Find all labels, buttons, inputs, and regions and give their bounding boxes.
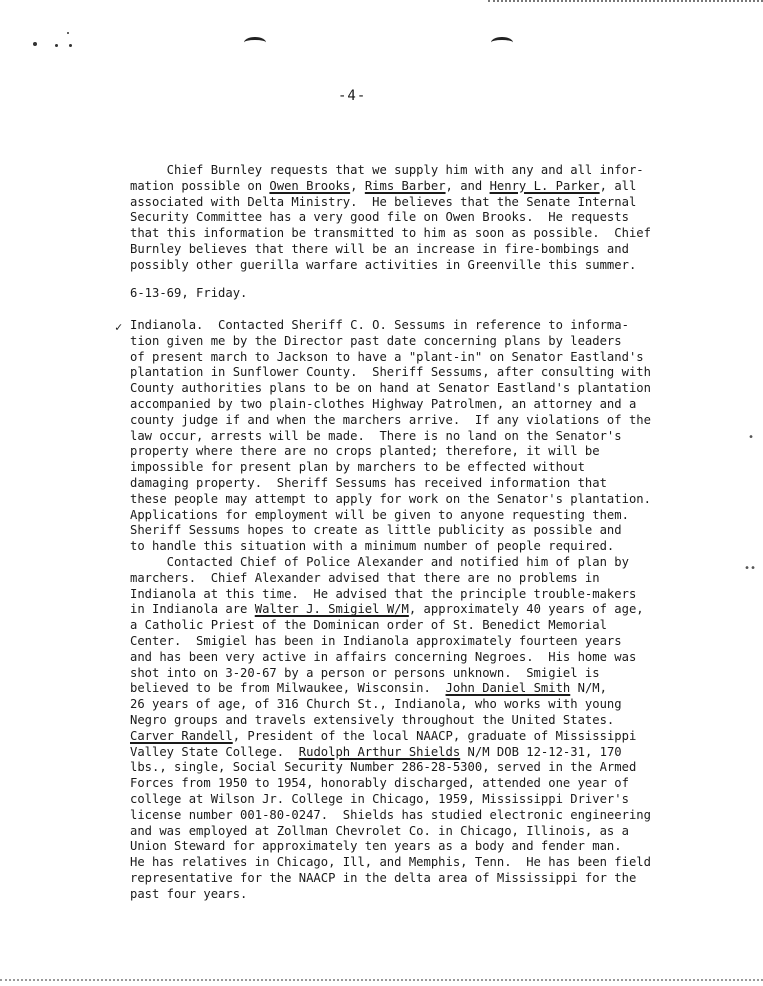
ink-speck: [33, 42, 37, 46]
text-segment: N/M,: [570, 681, 607, 696]
text-segment: Indianola. Contacted Sheriff C. O. Sessums in reference to informa-: [130, 318, 629, 332]
text-line: [130, 318, 670, 334]
text-line: [130, 824, 670, 840]
text-line: [130, 397, 670, 413]
text-segment: , and: [445, 178, 490, 193]
text-segment: , President of the local NAACP, graduate of Mississippi: [232, 728, 637, 743]
text-segment: of present march to Jackson to have a "plant-in" on Senator Eastland's: [130, 349, 644, 364]
text-line: [130, 602, 670, 618]
text-line: [130, 523, 670, 539]
text-line: [130, 760, 670, 776]
text-segment: Applications for employment will be given to anyone requesting them.: [130, 507, 629, 522]
text-line: [130, 634, 670, 650]
text-line: [130, 195, 670, 211]
margin-check-mark: ✓: [115, 320, 123, 334]
text-segment: plantation in Sunflower County. Sheriff Sessums, after consulting with: [130, 365, 651, 380]
text-line: [130, 839, 670, 855]
ink-speck: [67, 32, 69, 34]
text-segment: Forces from 1950 to 1954, honorably discharged, attended one year of: [130, 776, 629, 791]
text-segment: Burnley believes that there will be an increase in fire-bombings and: [130, 241, 629, 256]
text-line: [130, 729, 670, 745]
ink-speck: [55, 44, 58, 47]
text-line: [130, 242, 670, 258]
text-line: [130, 713, 670, 729]
text-line: [130, 539, 670, 555]
underlined-name: Carver Randell: [130, 728, 233, 743]
margin-smudge: ••: [744, 563, 757, 574]
text-segment: tion given me by the Director past date concerning plans by leaders: [130, 333, 622, 348]
text-segment: in Indianola are: [130, 602, 255, 617]
ink-speck: [69, 44, 72, 47]
text-segment: 26 years of age, of 316 Church St., Indianola, who works with young: [130, 697, 622, 712]
text-line: [130, 808, 670, 824]
text-segment: law occur, arrests will be made. There is no land on the Senator's: [130, 428, 622, 443]
text-segment: impossible for present plan by marchers to be effected without: [130, 460, 585, 475]
text-line: [130, 650, 670, 666]
text-segment: and has been very active in affairs concerning Negroes. His home was: [130, 649, 637, 664]
text-line: [130, 587, 670, 603]
text-segment: and was employed at Zollman Chevrolet Co. in Chicago, Illinois, as a: [130, 823, 629, 838]
text-line: [130, 444, 670, 460]
text-line: [130, 745, 670, 761]
text-segment: lbs., single, Social Security Number 286-28-5300, served in the Armed: [130, 760, 637, 775]
text-line: [130, 258, 670, 274]
text-segment: possibly other guerilla warfare activities in Greenville this summer.: [130, 257, 637, 272]
text-segment: Chief Burnley requests that we supply him with any and all infor-: [130, 163, 644, 177]
text-segment: Security Committee has a very good file on Owen Brooks. He requests: [130, 210, 629, 225]
text-segment: representative for the NAACP in the delta area of Mississippi for the: [130, 870, 637, 885]
text-line: [130, 792, 670, 808]
text-segment: Valley State College.: [130, 744, 299, 759]
text-segment: shot into on 3-20-67 by a person or persons unknown. Smigiel is: [130, 665, 600, 680]
text-line: [130, 508, 670, 524]
text-segment: property where there are no crops planted; therefore, it will be: [130, 444, 600, 459]
text-segment: a Catholic Priest of the Dominican order of St. Benedict Memorial: [130, 618, 607, 633]
underlined-name: John Daniel Smith: [445, 681, 571, 696]
underlined-name: Rims Barber: [364, 178, 446, 193]
text-line: [130, 776, 670, 792]
page-number: -4-: [338, 88, 367, 104]
underlined-name: Walter J. Smigiel W/M: [254, 602, 409, 617]
punch-hole-mark-left: [244, 37, 266, 48]
text-segment: that this information be transmitted to him as soon as possible. Chief: [130, 226, 651, 241]
top-dotted-edge: [488, 0, 763, 6]
text-segment: Negro groups and travels extensively throughout the United States.: [130, 712, 615, 727]
paragraph-indianola: [130, 318, 670, 902]
text-segment: Sheriff Sessums hopes to create as little publicity as possible and: [130, 523, 622, 538]
text-segment: to handle this situation with a minimum number of people required.: [130, 539, 615, 554]
text-segment: Contacted Chief of Police Alexander and notified him of plan by: [130, 554, 629, 569]
text-segment: these people may attempt to apply for work on the Senator's plantation.: [130, 491, 651, 506]
text-segment: , all: [599, 178, 637, 193]
punch-hole-mark-right: [491, 37, 513, 48]
text-segment: believed to be from Milwaukee, Wisconsin.: [130, 681, 446, 696]
text-line: [130, 855, 670, 871]
text-line: [130, 365, 670, 381]
text-line: [130, 871, 670, 887]
text-segment: past four years.: [130, 886, 248, 901]
text-line: [130, 460, 670, 476]
text-line: [130, 618, 670, 634]
text-line: [130, 666, 670, 682]
text-line: [130, 571, 670, 587]
text-line: [130, 413, 670, 429]
text-line: [130, 555, 670, 571]
text-segment: ,: [350, 178, 365, 193]
text-line: [130, 179, 670, 195]
text-line: [130, 429, 670, 445]
text-segment: N/M DOB 12-12-31, 170: [460, 744, 622, 759]
text-segment: county judge if and when the marchers arrive. If any violations of the: [130, 412, 651, 427]
margin-smudge: •: [748, 432, 755, 443]
underlined-name: Rudolph Arthur Shields: [298, 744, 461, 759]
text-segment: , approximately 40 years of age,: [408, 602, 644, 617]
underlined-name: Owen Brooks: [269, 178, 351, 193]
text-segment: He has relatives in Chicago, Ill, and Memphis, Tenn. He has been field: [130, 855, 651, 870]
text-segment: Indianola at this time. He advised that the principle trouble-makers: [130, 586, 637, 601]
paragraph-burnley: [130, 163, 670, 274]
text-segment: accompanied by two plain-clothes Highway Patrolmen, an attorney and a: [130, 396, 637, 411]
text-line: [130, 476, 670, 492]
text-line: [130, 163, 670, 179]
text-segment: damaging property. Sheriff Sessums has received information that: [130, 475, 607, 490]
date-heading: 6-13-69, Friday.: [130, 286, 248, 300]
text-segment: marchers. Chief Alexander advised that there are no problems in: [130, 570, 600, 585]
text-line: [130, 226, 670, 242]
underlined-name: Henry L. Parker: [489, 178, 600, 193]
text-line: [130, 697, 670, 713]
text-segment: mation possible on: [130, 178, 270, 193]
text-line: [130, 210, 670, 226]
text-line: [130, 334, 670, 350]
text-line: [130, 381, 670, 397]
bottom-dotted-edge: [0, 979, 763, 985]
text-segment: Center. Smigiel has been in Indianola approximately fourteen years: [130, 633, 622, 648]
text-segment: Union Steward for approximately ten years as a body and fender man.: [130, 839, 622, 854]
text-segment: college at Wilson Jr. College in Chicago, 1959, Mississippi Driver's: [130, 791, 629, 806]
text-line: [130, 681, 670, 697]
text-segment: County authorities plans to be on hand at Senator Eastland's plantation: [130, 381, 651, 396]
text-segment: associated with Delta Ministry. He believes that the Senate Internal: [130, 194, 637, 209]
text-segment: license number 001-80-0247. Shields has studied electronic engineering: [130, 807, 651, 822]
text-line: [130, 492, 670, 508]
text-line: [130, 350, 670, 366]
text-line: [130, 887, 670, 903]
